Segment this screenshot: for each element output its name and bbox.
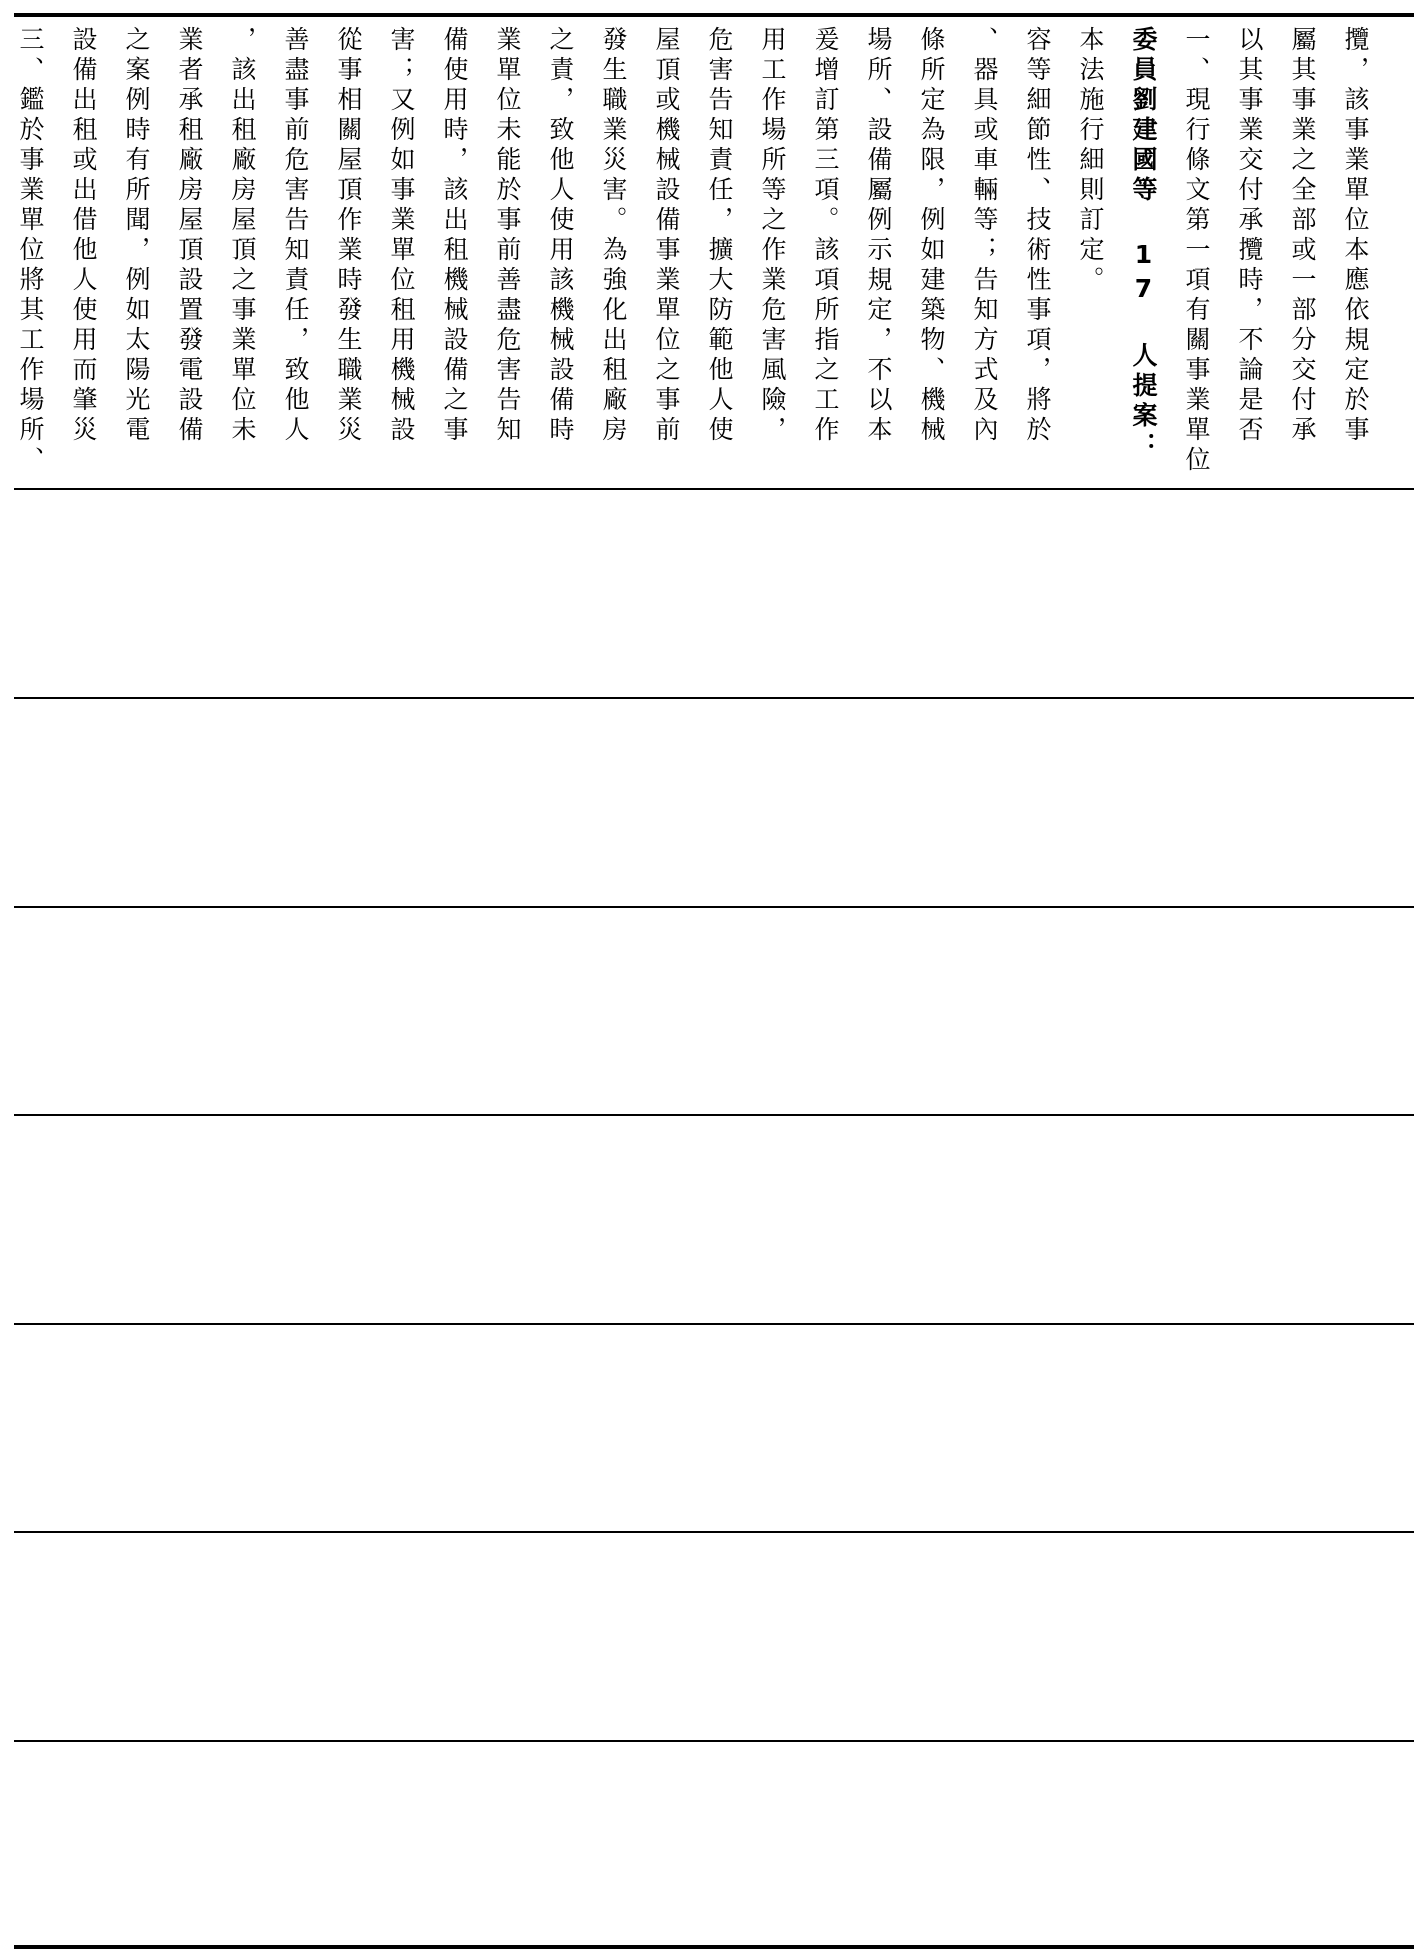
text-line: 之責，致他人使用該機械設備時 [546,26,575,446]
row-divider [14,488,1414,490]
text-line: 業者承租廠房屋頂設置發電設備 [175,26,204,446]
text-line: 三、鑑於事業單位將其工作場所、 [16,26,45,476]
rotated-text-band [0,18,1427,488]
row-divider [14,1740,1414,1742]
text-line: 之案例時有所聞，例如太陽光電 [122,26,151,446]
row-divider [14,1114,1414,1116]
text-line: 容等細節性、技術性事項，將於 [1023,26,1052,446]
text-line: 屋頂或機械設備事業單位之事前 [652,26,681,446]
text-line: 一、現行條文第一項有關事業單位 [1182,26,1211,476]
text-line: 設備出租或出借他人使用而肇災 [69,26,98,446]
text-line: 業單位未能於事前善盡危害告知 [493,26,522,446]
row-divider [14,1531,1414,1533]
table-top-rule [14,13,1414,17]
text-line: 備使用時，該出租機械設備之事 [440,26,469,446]
text-line: 善盡事前危害告知責任，致他人 [281,26,310,446]
text-line: 從事相關屋頂作業時發生職業災 [334,26,363,446]
text-line: 本法施行細則訂定。 [1076,26,1105,296]
row-divider [14,1323,1414,1325]
text-line: 害；又例如事業單位租用機械設 [387,26,416,446]
text-line: 危害告知責任，擴大防範他人使 [705,26,734,446]
text-line: 以其事業交付承攬時，不論是否 [1235,26,1264,446]
text-line: 發生職業災害。為強化出租廠房 [599,26,628,446]
text-line: 條所定為限，例如建築物、機械 [917,26,946,446]
text-line: 屬其事業之全部或一部分交付承 [1288,26,1317,446]
table-bottom-rule [14,1945,1414,1949]
row-divider [14,906,1414,908]
text-line: 攬，該事業單位本應依規定於事 [1341,26,1370,446]
text-line: 場所、設備屬例示規定，不以本 [864,26,893,446]
text-line: 用工作場所等之作業危害風險， [758,26,787,446]
row-divider [14,697,1414,699]
proposal-heading: 委員劉建國等 17 人提案： [1129,26,1158,462]
text-line: 爰增訂第三項。該項所指之工作 [811,26,840,446]
text-line: ，該出租廠房屋頂之事業單位未 [228,26,257,446]
text-line: 、器具或車輛等；告知方式及內 [970,26,999,446]
